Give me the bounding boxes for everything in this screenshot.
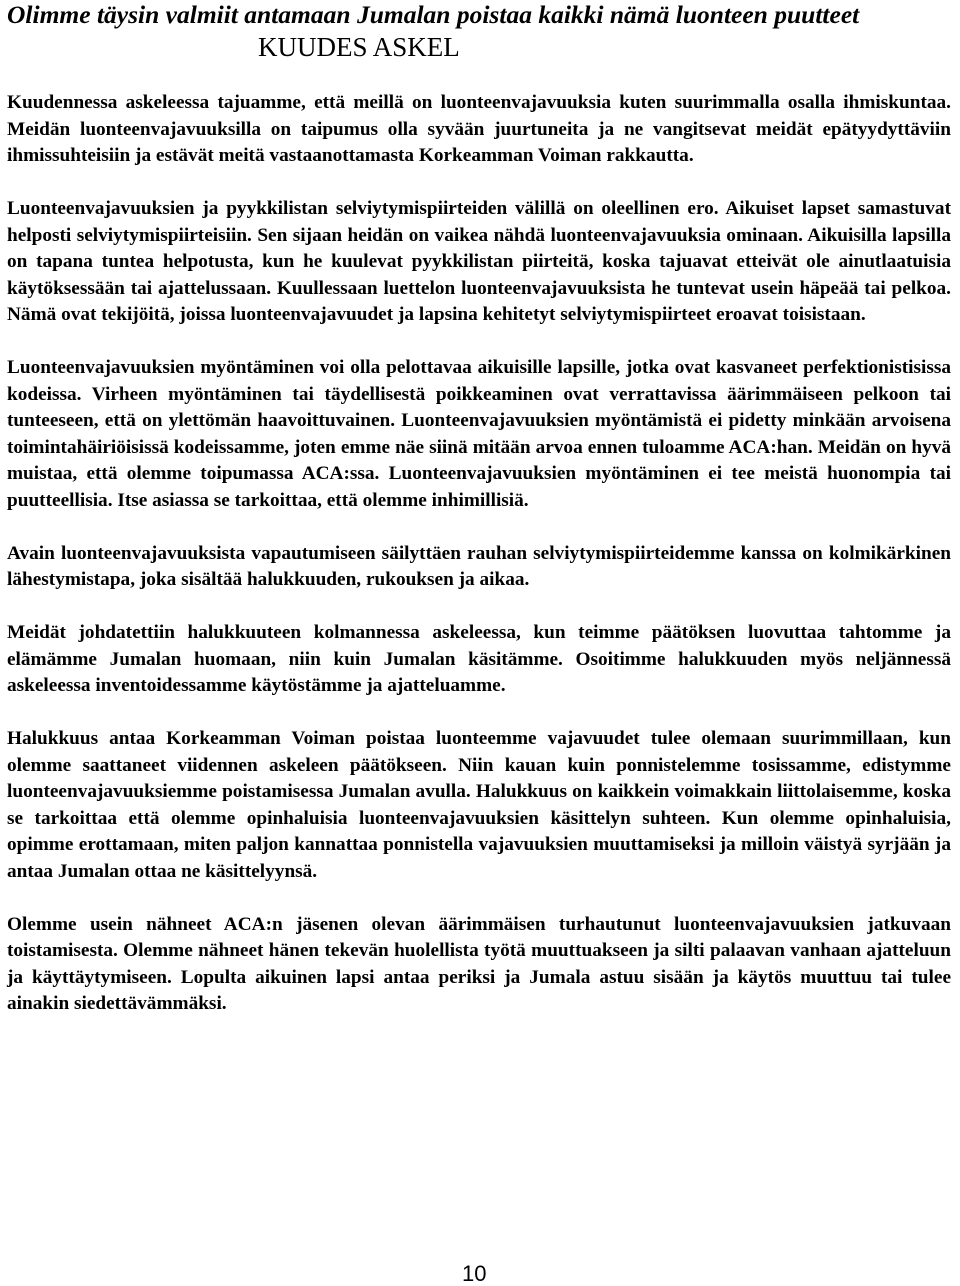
- paragraph: Luonteenvajavuuksien myöntäminen voi olla pelottavaa aikuisille lapsille, jotka ovat kasvaneet perfektionistisissa kodeissa. Virheen myöntäminen tai täydellisestä poikkeaminen ovat verrattavissa äärimmäiseen pelkoon tai tunteeseen, että on ylettömän haavoittuvainen. Luonteenvajavuuksien myöntämistä ei pidetty minkään arvoisena toimintahäiriöisissä kodeissamme, joten emme näe siinä mitään arvoa ennen tuloamme ACA:han. Meidän on hyvä muistaa, että olemme toipumassa ACA:ssa. Luonteenvajavuuksien myöntäminen ei tee meistä huonompia tai puutteellisia. Itse asiassa se tarkoittaa, että olemme inhimillisiä.: [7, 357, 951, 511]
- paragraph: Luonteenvajavuuksien ja pyykkilistan selviytymispiirteiden välillä on oleellinen ero. Aikuiset lapset samastuvat helposti selviytymispiirteisiin. Sen sijaan heidän on vaikea nähdä luonteenvajavuuksia ominaan. Aikuisilla lapsilla on tapana tuntea helpotusta, kun he kuulevat pyykkilistan piirteitä, koska tajuavat etteivät ole ainutlaatuisia käytöksessään tai ajattelussaan. Kuullessaan luettelon luonteenvajavuuksista he tuntevat usein häpeää tai pelkoa. Nämä ovat tekijöitä, joissa luonteenvajavuudet ja lapsina kehitetyt selviytymispiirteet eroavat toisistaan.: [7, 198, 951, 325]
- paragraph: Avain luonteenvajavuuksista vapautumiseen säilyttäen rauhan selviytymispiirteidemme kanssa on kolmikärkinen lähestymistapa, joka sisältää halukkuuden, rukouksen ja aikaa.: [7, 542, 951, 590]
- paragraph: Olemme usein nähneet ACA:n jäsenen olevan äärimmäisen turhautunut luonteenvajavuuksien jatkuvaan toistamisesta. Olemme nähneet hänen tekevän huolellista työtä muuttuakseen ja silti palaavan vanhaan ajatteluun ja käyttäytymiseen. Lopulta aikuinen lapsi antaa periksi ja Jumala astuu sisään ja käytös muuttuu tai tulee ainakin siedettävämmäksi.: [7, 913, 951, 1014]
- page-title: KUUDES ASKEL: [258, 32, 460, 62]
- page-number: 10: [462, 1261, 487, 1286]
- paragraph: Kuudennessa askeleessa tajuamme, että meillä on luonteenvajavuuksia kuten suurimmalla osalla ihmiskuntaa. Meidän luonteenvajavuuksilla on taipumus olla syvään juurtuneita ja ne vangitsevat meidät epätyydyttäviin ihmissuhteisiin ja estävät meitä vastaanottamasta Korkeamman Voiman rakkautta.: [7, 92, 951, 166]
- paragraph: Meidät johdatettiin halukkuuteen kolmannessa askeleessa, kun teimme päätöksen luovuttaa tahtomme ja elämämme Jumalan huomaan, niin kuin Jumalan käsitämme. Osoitimme halukkuuden myös neljännessä askeleessa inventoidessamme käytöstämme ja ajatteluamme.: [7, 622, 951, 696]
- step-header-line: Olimme täysin valmiit antamaan Jumalan poistaa kaikki nämä luonteen puutteet: [7, 0, 860, 29]
- paragraph: Halukkuus antaa Korkeamman Voiman poistaa luonteemme vajavuudet tulee olemaan suurimmillaan, kun olemme saattaneet viidennen askeleen päätökseen. Niin kauan kuin ponnistelemme tosissamme, edistymme luonteenvajavuuksiemme poistamisessa Jumalan avulla. Halukkuus on kaikkein voimakkain liittolaisemme, koska se tarkoittaa että olemme opinhaluisia luonteenvajavuuksien käsittelyn suhteen. Kun olemme opinhaluisia, opimme erottamaan, miten paljon kannattaa ponnistella vajavuuksien muuttamiseksi ja milloin väistyä syrjään ja antaa Jumalan ottaa ne käsittelyynsä.: [7, 728, 951, 882]
- document-body: [7, 90, 951, 1044]
